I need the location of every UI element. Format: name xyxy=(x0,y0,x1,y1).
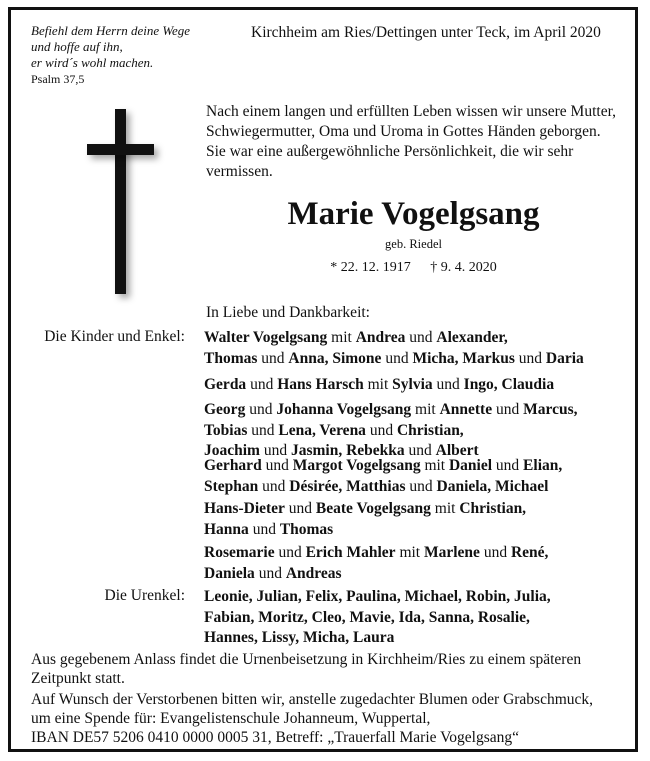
person-name: Fabian, Moritz, Cleo, Mavie, Ida, Sanna, Rosalie, xyxy=(204,608,530,626)
connector-text: und xyxy=(246,376,278,393)
connector-text: mit xyxy=(430,500,460,517)
connector-text: und xyxy=(365,421,397,439)
connector-text: und xyxy=(381,349,413,367)
person-name: Gerhard xyxy=(204,457,262,474)
person-name: Alexander, xyxy=(436,329,508,346)
family-entry xyxy=(204,456,629,497)
person-name: Micha, Markus xyxy=(412,349,515,367)
family-entry xyxy=(204,400,629,462)
person-name: Christian, xyxy=(459,500,527,517)
connector-text: und xyxy=(247,421,279,439)
person-name: Tobias xyxy=(204,421,248,439)
donation-line: um eine Spende für: Evangelistenschule Johanneum, Wuppertal, xyxy=(31,710,431,727)
connector-text: und xyxy=(492,401,524,418)
greatgrandchildren-list xyxy=(204,587,629,649)
person-name: Daniel xyxy=(448,457,493,474)
burial-note: Aus gegebenem Anlass findet die Urnenbeisetzung in Kirchheim/Ries zu einem späteren Zeitpunkt statt. xyxy=(31,651,582,687)
cross-icon-bar xyxy=(87,144,154,155)
family-entry xyxy=(204,328,629,369)
person-name: Thomas xyxy=(204,349,258,367)
connector-text: und xyxy=(284,500,316,517)
person-name: Anna, Simone xyxy=(288,349,382,367)
birth-name: geb. Riedel xyxy=(385,237,442,251)
deceased-name: Marie Vogelgsang xyxy=(287,196,540,232)
cross-icon xyxy=(115,109,126,294)
donation-line: Auf Wunsch der Verstorbenen bitten wir, anstelle zugedachter Blumen oder Grabschmuck, xyxy=(31,691,594,708)
life-dates xyxy=(206,260,621,276)
connector-text: und xyxy=(432,376,464,393)
person-name: Joachim xyxy=(204,442,260,459)
person-name: Marcus, xyxy=(523,401,578,418)
connector-text: und xyxy=(514,349,546,367)
family-entry xyxy=(204,499,629,540)
person-name: Erich Mahler xyxy=(305,544,396,561)
connector-text: und xyxy=(479,544,511,561)
connector-text: mit xyxy=(363,376,393,393)
connector-text: und xyxy=(492,457,524,474)
death-date: † 9. 4. 2020 xyxy=(430,260,497,275)
greatgrandchildren-label: Die Urenkel: xyxy=(104,587,185,604)
children-label: Die Kinder und Enkel: xyxy=(44,328,185,345)
person-name: Marlene xyxy=(423,544,480,561)
person-name: Daria xyxy=(545,349,584,367)
person-name: Andrea xyxy=(355,329,406,346)
connector-text: und xyxy=(405,329,437,346)
donation-line: IBAN DE57 5206 0410 0000 0005 31, Betreff: „Trauerfall Marie Vogelgsang“ xyxy=(31,729,520,746)
person-name: Hanna xyxy=(204,520,249,538)
connector-text: und xyxy=(274,544,306,561)
connector-text: und xyxy=(254,564,286,582)
person-name: Beate Vogelgsang xyxy=(315,500,431,517)
connector-text: und xyxy=(261,457,293,474)
person-name: Rosemarie xyxy=(204,544,275,561)
person-name: Johanna Vogelgsang xyxy=(276,401,412,418)
person-name: Sylvia xyxy=(392,376,433,393)
person-name: Georg xyxy=(204,401,246,418)
person-name: Lena, Verena xyxy=(278,421,366,439)
intro-text: Nach einem langen und erfüllten Leben wissen wir unsere Mutter, Schwiegermutter, Oma und Uroma in Gottes Händen geborgen. Sie war eine außergewöhnliche Persönlichkeit, die wir sehr vermissen. xyxy=(206,103,616,180)
person-name: Andreas xyxy=(285,564,342,582)
person-name: Ingo, Claudia xyxy=(463,376,555,393)
person-name: Gerda xyxy=(204,376,247,393)
person-name: Hannes, Lissy, Micha, Laura xyxy=(204,629,395,646)
person-name: Hans-Dieter xyxy=(204,500,285,517)
person-name: Walter Vogelgsang xyxy=(204,329,328,346)
person-name: Leonie, Julian, Felix, Paulina, Michael, Robin, Julia, xyxy=(204,588,551,605)
connector-text: und xyxy=(259,442,291,459)
person-name: Désirée, Matthias xyxy=(289,477,406,495)
person-name: Annette xyxy=(439,401,493,418)
connector-text: mit xyxy=(395,544,424,561)
psalm-line: Befiehl dem Herrn deine Wege xyxy=(31,23,191,38)
connector-text: und xyxy=(405,477,437,495)
person-name: Stephan xyxy=(204,477,259,495)
donation-note xyxy=(31,690,631,747)
person-name: Elian, xyxy=(523,457,563,474)
love-line: In Liebe und Dankbarkeit: xyxy=(206,304,370,321)
obituary-notice xyxy=(8,7,638,752)
person-name: René, xyxy=(510,544,549,561)
connector-text: und xyxy=(257,349,289,367)
person-name: Daniela, Michael xyxy=(436,477,549,495)
person-name: Daniela xyxy=(204,564,255,582)
connector-text: und xyxy=(245,401,277,418)
family-entry xyxy=(204,543,629,584)
connector-text: und xyxy=(258,477,290,495)
connector-text: mit xyxy=(420,457,449,474)
person-name: Albert xyxy=(435,442,479,459)
connector-text: mit xyxy=(327,329,356,346)
birth-date: * 22. 12. 1917 xyxy=(330,260,411,275)
psalm-line: er wird´s wohl machen. xyxy=(31,55,154,70)
connector-text: und xyxy=(248,520,280,538)
person-name: Christian, xyxy=(396,421,464,439)
psalm-quote xyxy=(31,23,190,87)
family-entry xyxy=(204,375,629,396)
person-name: Hans Harsch xyxy=(277,376,364,393)
place-date: Kirchheim am Ries/Dettingen unter Teck, im April 2020 xyxy=(251,24,601,41)
psalm-reference: Psalm 37,5 xyxy=(31,72,85,86)
connector-text: und xyxy=(404,442,436,459)
person-name: Thomas xyxy=(279,520,334,538)
person-name: Margot Vogelgsang xyxy=(292,457,421,474)
psalm-line: und hoffe auf ihn, xyxy=(31,39,123,54)
person-name: Jasmin, Rebekka xyxy=(290,442,405,459)
connector-text: mit xyxy=(411,401,440,418)
